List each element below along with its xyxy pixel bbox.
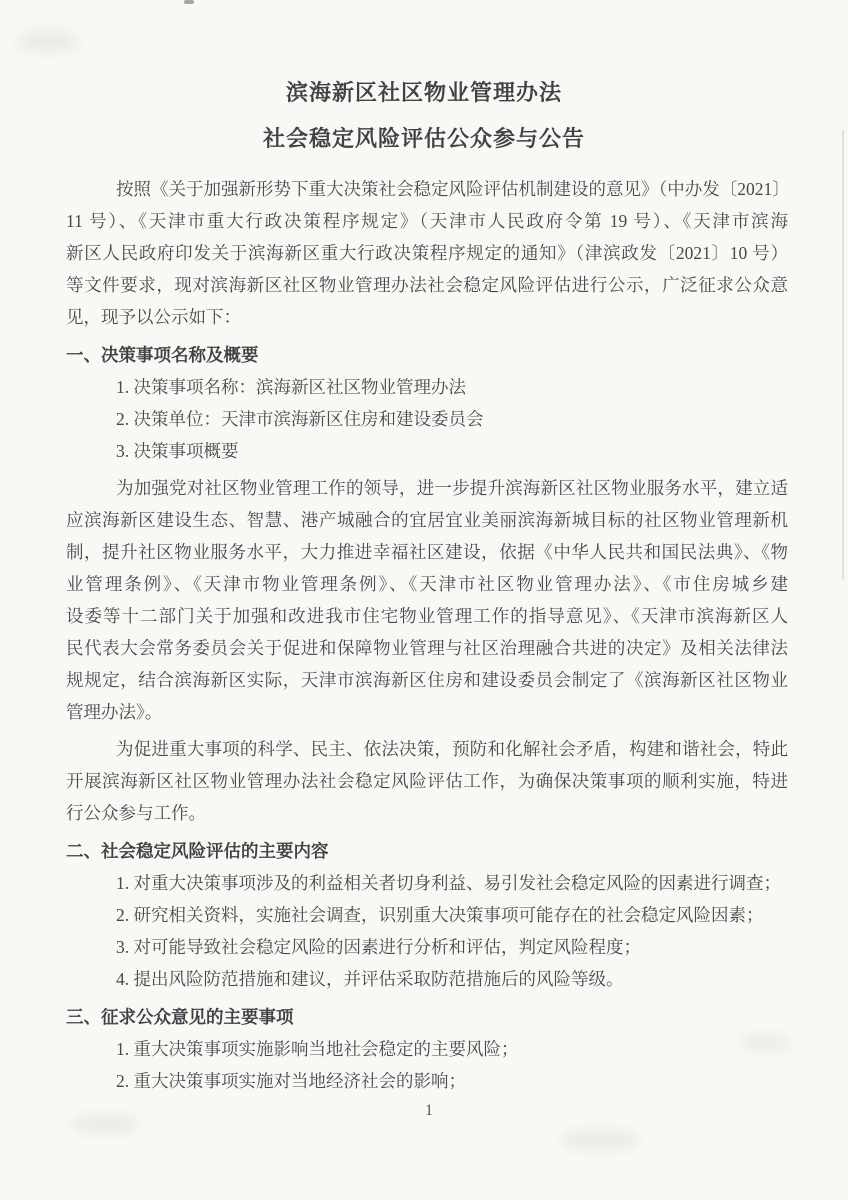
document-title-line-2: 社会稳定风险评估公众参与公告	[262, 126, 585, 151]
text-line: 11 号）、《天津市重大行政决策程序规定》（天津市人民政府令第 19 号）、《天津市滨海	[66, 211, 788, 231]
scan-artifact	[560, 1130, 640, 1150]
paragraph	[66, 472, 788, 728]
text-line: 按照《关于加强新形势下重大决策社会稳定风险评估机制建设的意见》（中办发〔2021〕	[116, 179, 790, 199]
list-item: 1. 决策事项名称：滨海新区社区物业管理办法	[116, 377, 466, 397]
list-item: 2. 决策单位：天津市滨海新区住房和建设委员会	[116, 409, 484, 429]
text-line: 开展滨海新区社区物业管理办法社会稳定风险评估工作，为确保决策事项的顺利实施，特进	[66, 771, 788, 791]
scan-edge-shadow	[842, 130, 844, 580]
section-heading: 二、社会稳定风险评估的主要内容	[66, 841, 329, 861]
text-line: 等文件要求，现对滨海新区社区物业管理办法社会稳定风险评估进行公示，广泛征求公众意	[66, 275, 788, 295]
text-line: 为促进重大事项的科学、民主、依法决策，预防和化解社会矛盾，构建和谐社会，特此	[116, 739, 788, 759]
list-item: 1. 重大决策事项实施影响当地社会稳定的主要风险；	[116, 1039, 519, 1059]
scan-artifact	[184, 0, 194, 4]
paragraph	[66, 173, 788, 333]
text-line: 为加强党对社区物业管理工作的领导，进一步提升滨海新区社区物业服务水平，建立适	[116, 478, 788, 498]
text-line: 管理办法》。	[66, 702, 163, 722]
text-line: 规规定，结合滨海新区实际，天津市滨海新区住房和建设委员会制定了《滨海新区社区物业	[66, 670, 788, 690]
text-line: 设委等十二部门关于加强和改进我市住宅物业管理工作的指导意见》、《天津市滨海新区人	[66, 606, 788, 626]
text-line: 业管理条例》、《天津市物业管理条例》、《天津市社区物业管理办法》、《市住房城乡建	[66, 574, 788, 594]
section-heading: 一、决策事项名称及概要	[66, 345, 259, 365]
document-body	[66, 168, 788, 1097]
section-heading: 三、征求公众意见的主要事项	[66, 1007, 294, 1027]
list-item: 2. 研究相关资料，实施社会调查，识别重大决策事项可能存在的社会稳定风险因素；	[116, 905, 764, 925]
scan-artifact	[18, 30, 78, 52]
page-number: 1	[425, 1102, 433, 1119]
text-line: 行公众参与工作。	[66, 803, 206, 823]
list-item: 2. 重大决策事项实施对当地经济社会的影响；	[116, 1071, 466, 1091]
text-line: 制，提升社区物业服务水平，大力推进幸福社区建设，依据《中华人民共和国民法典》、《物	[66, 542, 788, 562]
text-line: 民代表大会常务委员会关于促进和保障物业管理与社区治理融合共进的决定》及相关法律法	[66, 638, 788, 658]
list-item: 3. 决策事项概要	[116, 441, 239, 461]
text-line: 应滨海新区建设生态、智慧、港产城融合的宜居宜业美丽滨海新城目标的社区物业管理新机	[66, 510, 788, 530]
document-title-line-1: 滨海新区社区物业管理办法	[285, 80, 562, 105]
paragraph	[66, 733, 788, 829]
text-line: 新区人民政府印发关于滨海新区重大行政决策程序规定的通知》（津滨政发〔2021〕10 号）	[66, 243, 788, 263]
list-item: 4. 提出风险防范措施和建议，并评估采取防范措施后的风险等级。	[116, 969, 624, 989]
text-line: 见，现予以公示如下：	[66, 307, 241, 327]
document-title	[0, 80, 848, 152]
list-item: 1. 对重大决策事项涉及的利益相关者切身利益、易引发社会稳定风险的因素进行调查；	[116, 873, 781, 893]
list-item: 3. 对可能导致社会稳定风险的因素进行分析和评估，判定风险程度；	[116, 937, 641, 957]
